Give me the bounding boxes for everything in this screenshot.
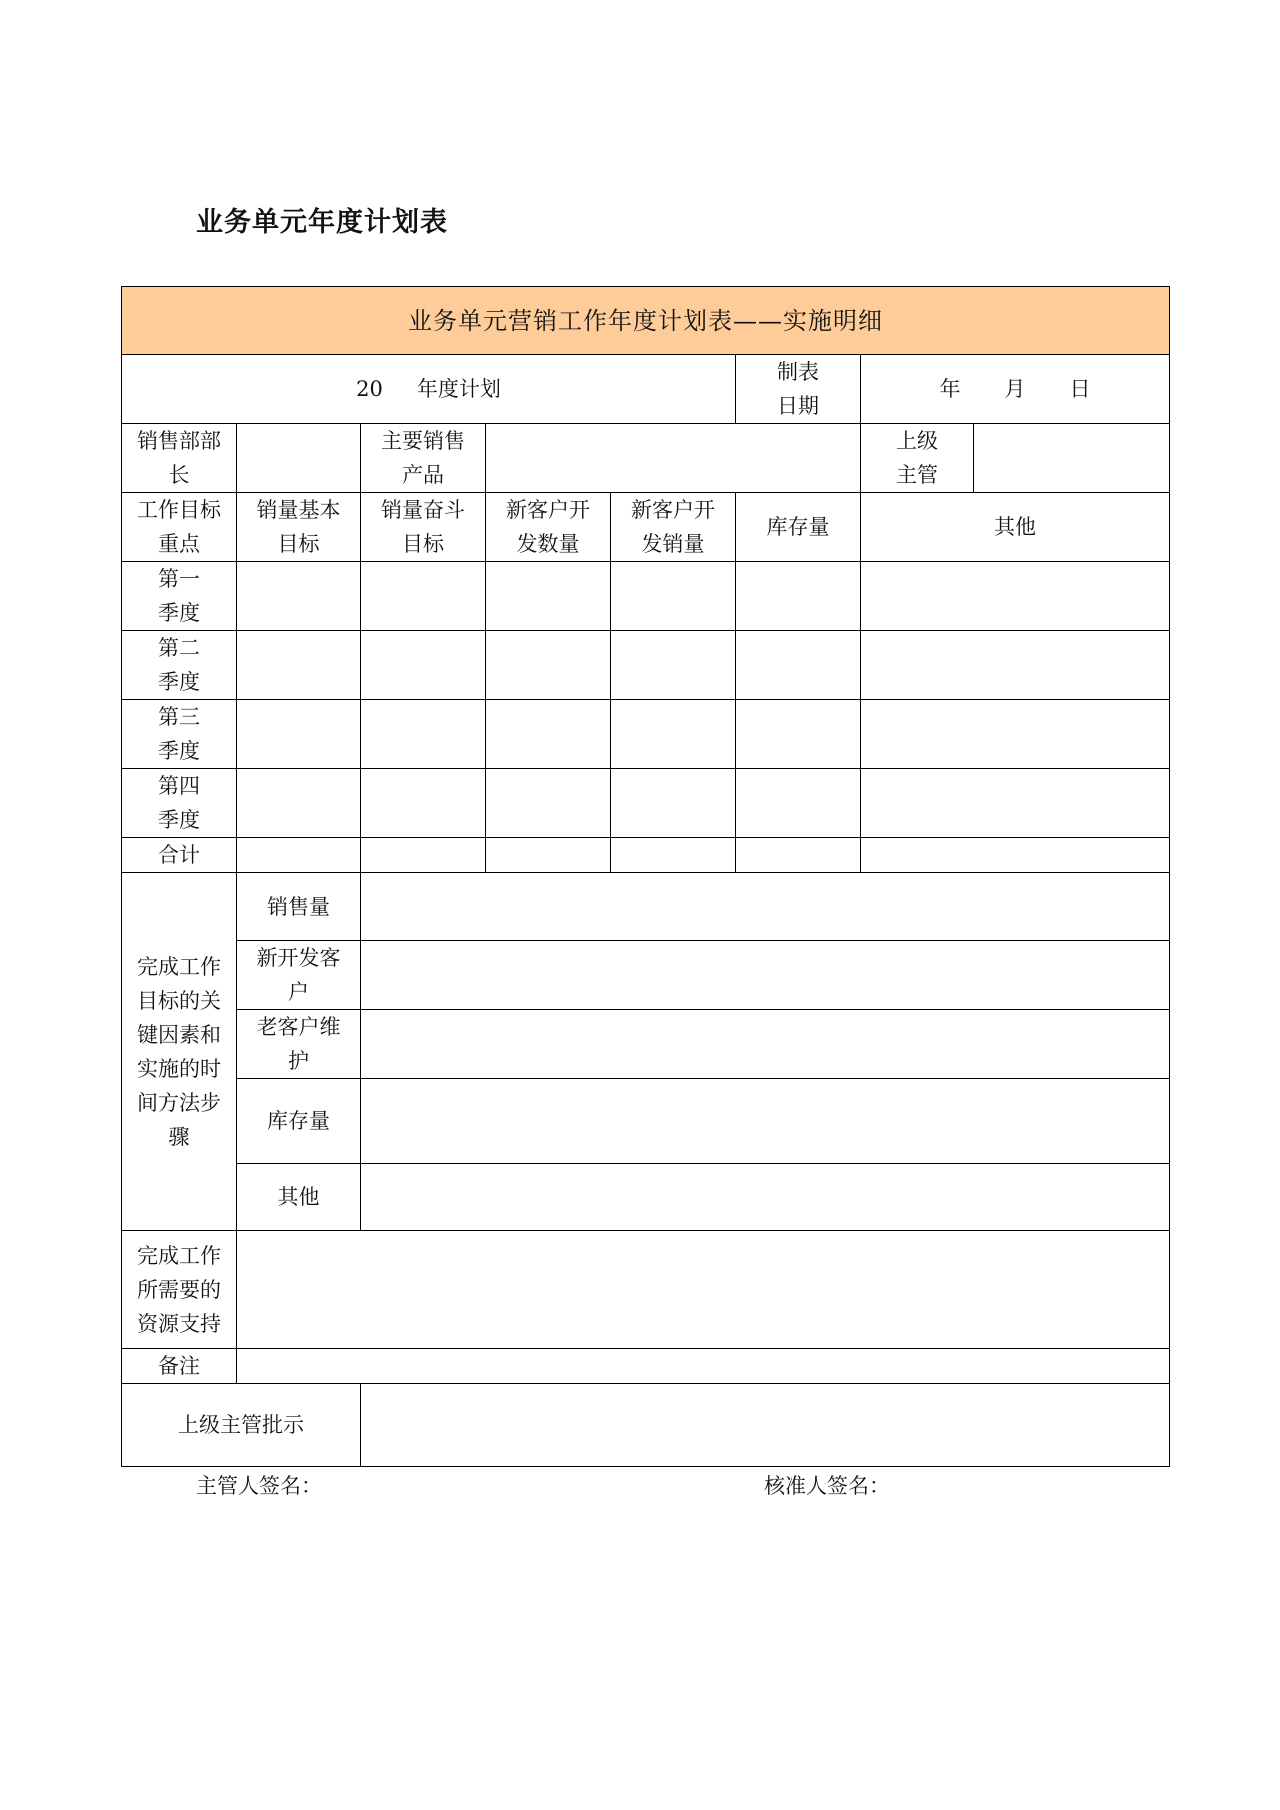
key-factor-item-line2: 护	[288, 1049, 309, 1073]
manager-signature-label: 主管人签名：	[196, 1474, 322, 1498]
quarter-label	[122, 562, 237, 631]
table-cell[interactable]	[486, 838, 611, 873]
total-label: 合计	[122, 838, 237, 873]
year-plan-cell	[122, 355, 736, 424]
table-cell[interactable]	[361, 631, 486, 700]
manager-label-cell	[122, 424, 237, 493]
supervisor-value-cell[interactable]	[974, 424, 1170, 493]
key-factor-value[interactable]	[361, 1079, 1170, 1164]
table-cell[interactable]	[361, 562, 486, 631]
date-label-cell	[736, 355, 861, 424]
table-row	[122, 631, 1170, 700]
key-factor-item-line2: 户	[288, 980, 309, 1004]
table-row	[122, 562, 1170, 631]
table-cell[interactable]	[237, 562, 361, 631]
quarter-label-line1: 第一	[158, 567, 200, 591]
col-header-new-customer-sales	[611, 493, 736, 562]
quarter-label-line1: 第三	[158, 705, 200, 729]
key-factors-line: 完成工作	[137, 954, 221, 979]
key-factor-item-new-customers	[237, 941, 361, 1010]
table-cell[interactable]	[736, 769, 861, 838]
date-month: 月	[1004, 377, 1026, 401]
supervisor-label-line1: 上级	[896, 429, 938, 453]
key-factor-item-sales-volume: 销售量	[237, 873, 361, 941]
col-header-goal-focus	[122, 493, 237, 562]
table-cell[interactable]	[237, 700, 361, 769]
product-value-cell[interactable]	[486, 424, 861, 493]
table-cell[interactable]	[486, 769, 611, 838]
key-factors-label	[122, 873, 237, 1231]
key-factors-line: 骤	[168, 1124, 190, 1149]
table-cell[interactable]	[736, 562, 861, 631]
key-factor-value[interactable]	[361, 1010, 1170, 1079]
col-header-other: 其他	[861, 493, 1170, 562]
table-cell[interactable]	[486, 562, 611, 631]
table-cell[interactable]	[237, 631, 361, 700]
year-plan-label: 年度计划	[416, 377, 501, 401]
date-year: 年	[939, 377, 961, 401]
date-label-line2: 日期	[777, 394, 819, 418]
table-row	[122, 838, 1170, 873]
product-label-cell	[361, 424, 486, 493]
key-factor-item-inventory: 库存量	[237, 1079, 361, 1164]
table-cell[interactable]	[237, 838, 361, 873]
approval-value[interactable]	[361, 1384, 1170, 1467]
table-cell[interactable]	[611, 700, 736, 769]
col-header-line2: 发销量	[641, 532, 705, 556]
key-factors-line: 键因素和	[137, 1022, 221, 1047]
manager-label-line1: 销售部部	[137, 429, 221, 453]
key-factor-value[interactable]	[361, 941, 1170, 1010]
date-value-cell[interactable]	[861, 355, 1170, 424]
resources-line: 所需要的	[137, 1277, 221, 1302]
key-factor-item-existing-customers	[237, 1010, 361, 1079]
table-cell[interactable]	[611, 769, 736, 838]
year-prefix: 20	[356, 377, 383, 401]
col-header-basic-target	[237, 493, 361, 562]
document-title: 业务单元年度计划表	[196, 207, 448, 238]
table-cell[interactable]	[237, 769, 361, 838]
table-cell[interactable]	[611, 631, 736, 700]
table-row	[122, 769, 1170, 838]
key-factor-value[interactable]	[361, 873, 1170, 941]
col-header-line1: 销量奋斗	[381, 498, 465, 522]
key-factors-line: 目标的关	[137, 988, 221, 1013]
key-factor-value[interactable]	[361, 1164, 1170, 1231]
table-cell[interactable]	[486, 700, 611, 769]
date-day: 日	[1069, 377, 1091, 401]
quarter-label	[122, 769, 237, 838]
product-label-line2: 产品	[402, 463, 444, 487]
key-factor-item-other: 其他	[237, 1164, 361, 1231]
col-header-inventory: 库存量	[736, 493, 861, 562]
supervisor-label-cell	[861, 424, 974, 493]
quarter-label	[122, 700, 237, 769]
key-factor-item-line1: 老客户维	[256, 1015, 341, 1039]
col-header-line1: 新客户开	[506, 498, 590, 522]
resources-value[interactable]	[237, 1231, 1170, 1349]
approver-signature-label: 核准人签名：	[764, 1474, 890, 1498]
quarter-label-line2: 季度	[158, 808, 200, 832]
table-cell[interactable]	[861, 700, 1170, 769]
manager-label-line2: 长	[168, 463, 190, 487]
col-header-line2: 重点	[158, 532, 200, 556]
table-header: 业务单元营销工作年度计划表——实施明细	[122, 287, 1170, 355]
key-factor-item-line1: 新开发客	[256, 946, 341, 970]
col-header-line2: 目标	[402, 532, 444, 556]
col-header-stretch-target	[361, 493, 486, 562]
quarter-label-line2: 季度	[158, 670, 200, 694]
table-cell[interactable]	[736, 631, 861, 700]
resources-line: 完成工作	[137, 1243, 221, 1268]
table-cell[interactable]	[361, 838, 486, 873]
table-cell[interactable]	[736, 700, 861, 769]
table-cell[interactable]	[736, 838, 861, 873]
col-header-line1: 新客户开	[631, 498, 715, 522]
key-factors-line: 间方法步	[137, 1090, 221, 1115]
table-cell[interactable]	[611, 562, 736, 631]
product-label-line1: 主要销售	[381, 429, 465, 453]
remarks-value[interactable]	[237, 1349, 1170, 1384]
col-header-new-customer-count	[486, 493, 611, 562]
table-cell[interactable]	[861, 838, 1170, 873]
date-label-line1: 制表	[777, 360, 819, 384]
quarter-label	[122, 631, 237, 700]
table-cell[interactable]	[611, 838, 736, 873]
table-cell[interactable]	[486, 631, 611, 700]
table-cell[interactable]	[361, 700, 486, 769]
manager-value-cell[interactable]	[237, 424, 361, 493]
table-cell[interactable]	[861, 562, 1170, 631]
quarter-label-line2: 季度	[158, 601, 200, 625]
quarter-label-line2: 季度	[158, 739, 200, 763]
col-header-line1: 销量基本	[256, 498, 341, 522]
col-header-line2: 发数量	[516, 532, 580, 556]
plan-table	[121, 286, 1170, 1467]
quarter-label-line1: 第二	[158, 636, 200, 660]
table-cell[interactable]	[361, 769, 486, 838]
table-cell[interactable]	[861, 769, 1170, 838]
quarter-label-line1: 第四	[158, 774, 200, 798]
supervisor-label-line2: 主管	[896, 463, 938, 487]
approval-label: 上级主管批示	[122, 1384, 361, 1467]
remarks-label: 备注	[122, 1349, 237, 1384]
resources-line: 资源支持	[137, 1311, 221, 1336]
key-factors-line: 实施的时	[137, 1056, 221, 1081]
table-cell[interactable]	[861, 631, 1170, 700]
col-header-line1: 工作目标	[137, 498, 221, 522]
table-row	[122, 700, 1170, 769]
col-header-line2: 目标	[277, 532, 320, 556]
resources-label	[122, 1231, 237, 1349]
